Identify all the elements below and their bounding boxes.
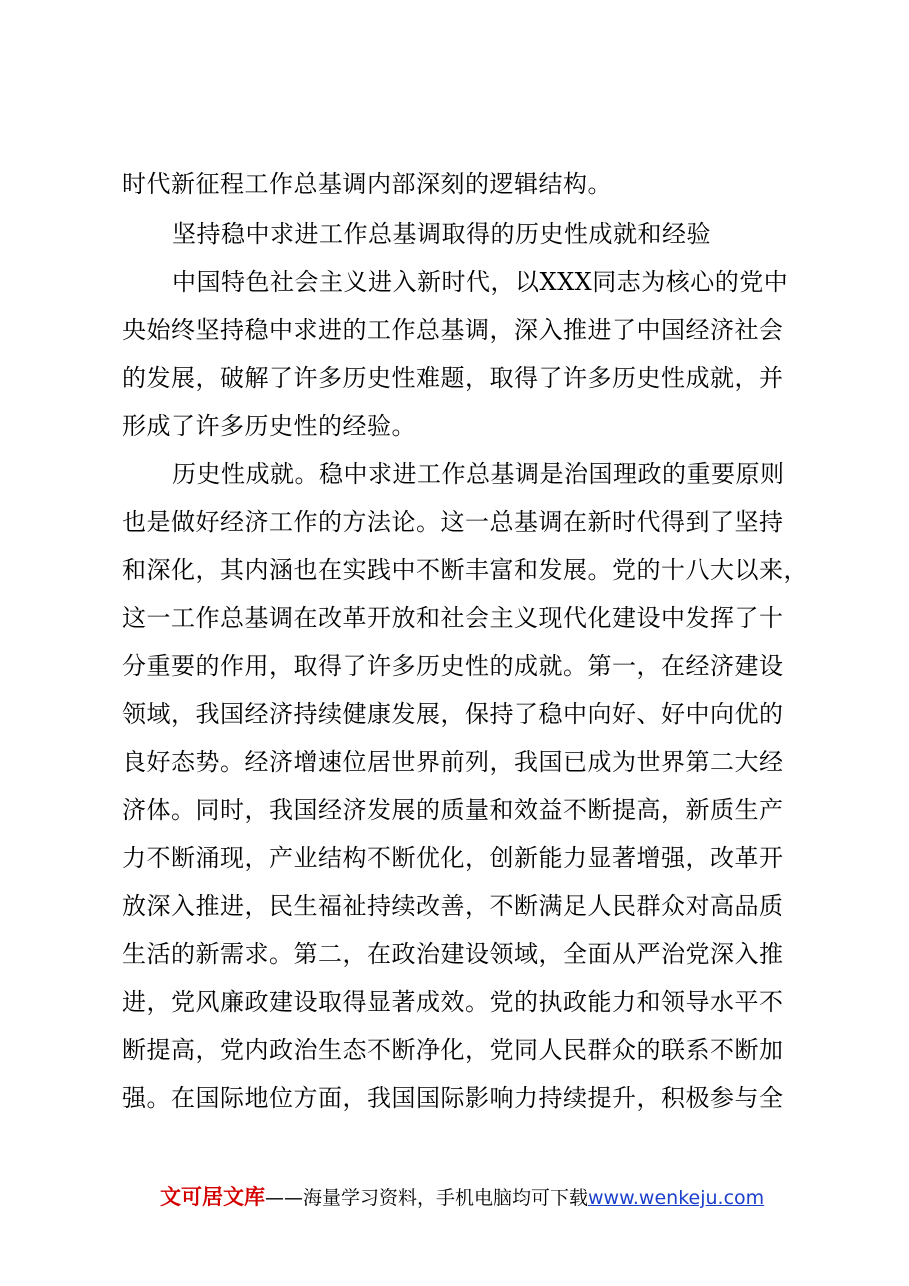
footer-link[interactable]: www.wenkeju.com — [588, 1187, 765, 1209]
section-heading: 坚持稳中求进工作总基调取得的历史性成就和经验 — [172, 220, 711, 248]
text-line-5: 的发展，破解了许多历史性难题，取得了许多历史性成就，并 — [122, 364, 784, 392]
text-line-1: 时代新征程工作总基调内部深刻的逻辑结构。 — [122, 170, 612, 198]
text-line-10: 这一工作总基调在改革开放和社会主义现代化建设中发挥了十 — [122, 604, 784, 632]
text-line-14: 济体。同时，我国经济发展的质量和效益不断提高，新质生产 — [122, 796, 784, 824]
text-line-9: 和深化，其内涵也在实践中不断丰富和发展。党的十八大以来， — [122, 556, 808, 584]
footer-brand: 文可居文库 — [160, 1185, 265, 1209]
footer-tagline: ——海量学习资料，手机电脑均可下载 — [265, 1187, 589, 1209]
text-line-3: 中国特色社会主义进入新时代，以XXX同志为核心的党中 — [172, 268, 789, 296]
text-line-20: 强。在国际地位方面，我国国际影响力持续提升，积极参与全 — [122, 1084, 784, 1112]
text-line-17: 生活的新需求。第二，在政治建设领域，全面从严治党深入推 — [122, 940, 784, 968]
text-line-8: 也是做好经济工作的方法论。这一总基调在新时代得到了坚持 — [122, 508, 784, 536]
text-line-11: 分重要的作用，取得了许多历史性的成就。第一，在经济建设 — [122, 652, 784, 680]
page-footer — [160, 1185, 764, 1210]
text-line-4: 央始终坚持稳中求进的工作总基调，深入推进了中国经济社会 — [122, 316, 784, 344]
text-line-18: 进，党风廉政建设取得显著成效。党的执政能力和领导水平不 — [122, 988, 784, 1016]
text-line-7: 历史性成就。稳中求进工作总基调是治国理政的重要原则 — [172, 460, 785, 488]
text-line-12: 领域，我国经济持续健康发展，保持了稳中向好、好中向优的 — [122, 700, 784, 728]
text-line-16: 放深入推进，民生福祉持续改善，不断满足人民群众对高品质 — [122, 892, 784, 920]
text-line-19: 断提高，党内政治生态不断净化，党同人民群众的联系不断加 — [122, 1036, 784, 1064]
text-line-15: 力不断涌现，产业结构不断优化，创新能力显著增强，改革开 — [122, 844, 784, 872]
text-line-13: 良好态势。经济增速位居世界前列，我国已成为世界第二大经 — [122, 748, 784, 776]
text-line-6: 形成了许多历史性的经验。 — [122, 412, 416, 440]
